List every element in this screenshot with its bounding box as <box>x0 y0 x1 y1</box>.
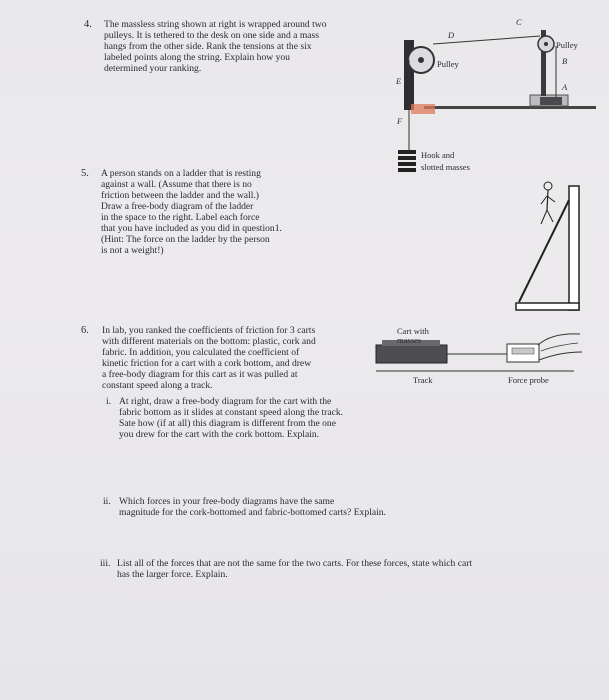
label-cart-2: masses <box>397 335 422 345</box>
label-left-pulley: Pulley <box>437 59 459 69</box>
hand-sketch <box>541 343 578 351</box>
part-i-number: i. <box>106 396 112 407</box>
cart-body <box>376 345 447 363</box>
label-point-f: F <box>397 116 403 126</box>
question-5-line: that you have included as you did in question1. <box>101 223 282 234</box>
question-6-line: fabric. In addition, you calculated the coefficient of <box>102 347 300 358</box>
part-ii-line: magnitude for the cork-bottomed and fabric-bottomed carts? Explain. <box>119 507 386 518</box>
question-5-line: is not a weight!) <box>101 245 164 256</box>
part-ii-line: Which forces in your free-body diagrams have the same <box>119 496 335 507</box>
question-5-line: friction between the ladder and the wall.) <box>101 190 259 201</box>
question-5-number: 5. <box>81 168 89 179</box>
question-4-line: pulleys. It is tethered to the desk on one side and a mass <box>104 30 320 41</box>
label-point-d: D <box>448 30 455 40</box>
part-i-line: Sate how (if at all) this diagram is different from the one <box>119 418 336 429</box>
question-4-line: determined your ranking. <box>104 63 202 74</box>
label-hook-2: slotted masses <box>421 162 470 172</box>
label-cart-1: Cart with <box>397 326 429 336</box>
question-6-number: 6. <box>81 325 89 336</box>
part-ii-number: ii. <box>103 496 111 507</box>
label-force-probe: Force probe <box>508 375 549 385</box>
question-4-line: labeled points along the string. Explain how you <box>104 52 290 63</box>
part-i-line: At right, draw a free-body diagram for the cart with the <box>119 396 332 407</box>
question-6-line: constant speed along a track. <box>102 380 213 391</box>
label-point-e: E <box>396 76 402 86</box>
question-5-line: A person stands on a ladder that is resting <box>101 168 261 179</box>
part-iii-number: iii. <box>100 558 111 569</box>
part-i-line: fabric bottom as it slides at constant speed along the track. <box>119 407 344 418</box>
part-iii-line: has the larger force. Explain. <box>117 569 228 580</box>
question-4-number: 4. <box>84 19 92 30</box>
part-i-line: you drew for the cart with the cork bottom. Explain. <box>119 429 320 440</box>
question-6-line: a free-body diagram for this cart as it was pulled at <box>102 369 298 380</box>
part-iii-line: List all of the forces that are not the same for the two carts. For these forces, state which cart <box>117 558 473 569</box>
hand-sketch <box>539 352 582 360</box>
question-4-line: The massless string shown at right is wrapped around two <box>104 19 327 30</box>
label-right-pulley: Pulley <box>556 40 578 50</box>
question-4-line: hangs from the other side. Rank the tensions at the six <box>104 41 312 52</box>
label-track: Track <box>413 375 433 385</box>
label-point-a: A <box>562 82 568 92</box>
force-probe-grip <box>512 348 534 354</box>
question-5-line: against a wall. (Assume that there is no <box>101 179 252 190</box>
question-5-line: Draw a free-body diagram of the ladder <box>101 201 254 212</box>
question-5-line: in the space to the right. Label each force <box>101 212 260 223</box>
label-point-c: C <box>516 17 522 27</box>
question-6-line: kinetic friction for a cart with a cork bottom, and drew <box>102 358 312 369</box>
question-5-line: (Hint: The force on the ladder by the person <box>101 234 270 245</box>
question-6-line: In lab, you ranked the coefficients of friction for 3 carts <box>102 325 316 336</box>
question-6-line: with different materials on the bottom: plastic, cork and <box>102 336 316 347</box>
label-hook-1: Hook and <box>421 150 455 160</box>
label-point-b: B <box>562 56 568 66</box>
